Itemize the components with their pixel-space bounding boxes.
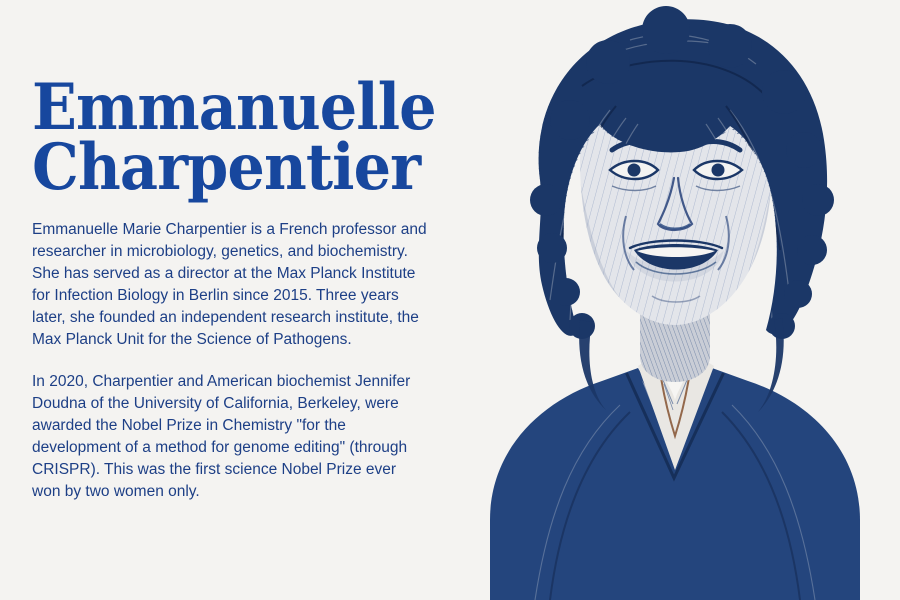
portrait-jacket xyxy=(470,344,890,600)
page-title xyxy=(32,70,436,205)
page-title-line-1: Emmanuelle xyxy=(32,70,436,145)
portrait-illustration xyxy=(430,0,900,600)
bio-paragraph-2: In 2020, Charpentier and American biochemist Jennifer Doudna of the University of California, Berkeley, were awarded the Nobel Prize in Chemistry "for the development of a method for genome editing" (through CRISPR). This was the first science Nobel Prize ever won by two women only. xyxy=(32,373,411,501)
page-title-line-2: Charpentier xyxy=(32,129,421,205)
bio-paragraph-1: Emmanuelle Marie Charpentier is a French professor and researcher in microbiology, genetics, and biochemistry. She has served as a director at the Max Planck Institute for Infection Biology in Berlin since 2015. Three years later, she founded an independent research institute, the Max Planck Unit for the Science of Pathogens. xyxy=(32,221,427,349)
text-column xyxy=(32,70,436,503)
